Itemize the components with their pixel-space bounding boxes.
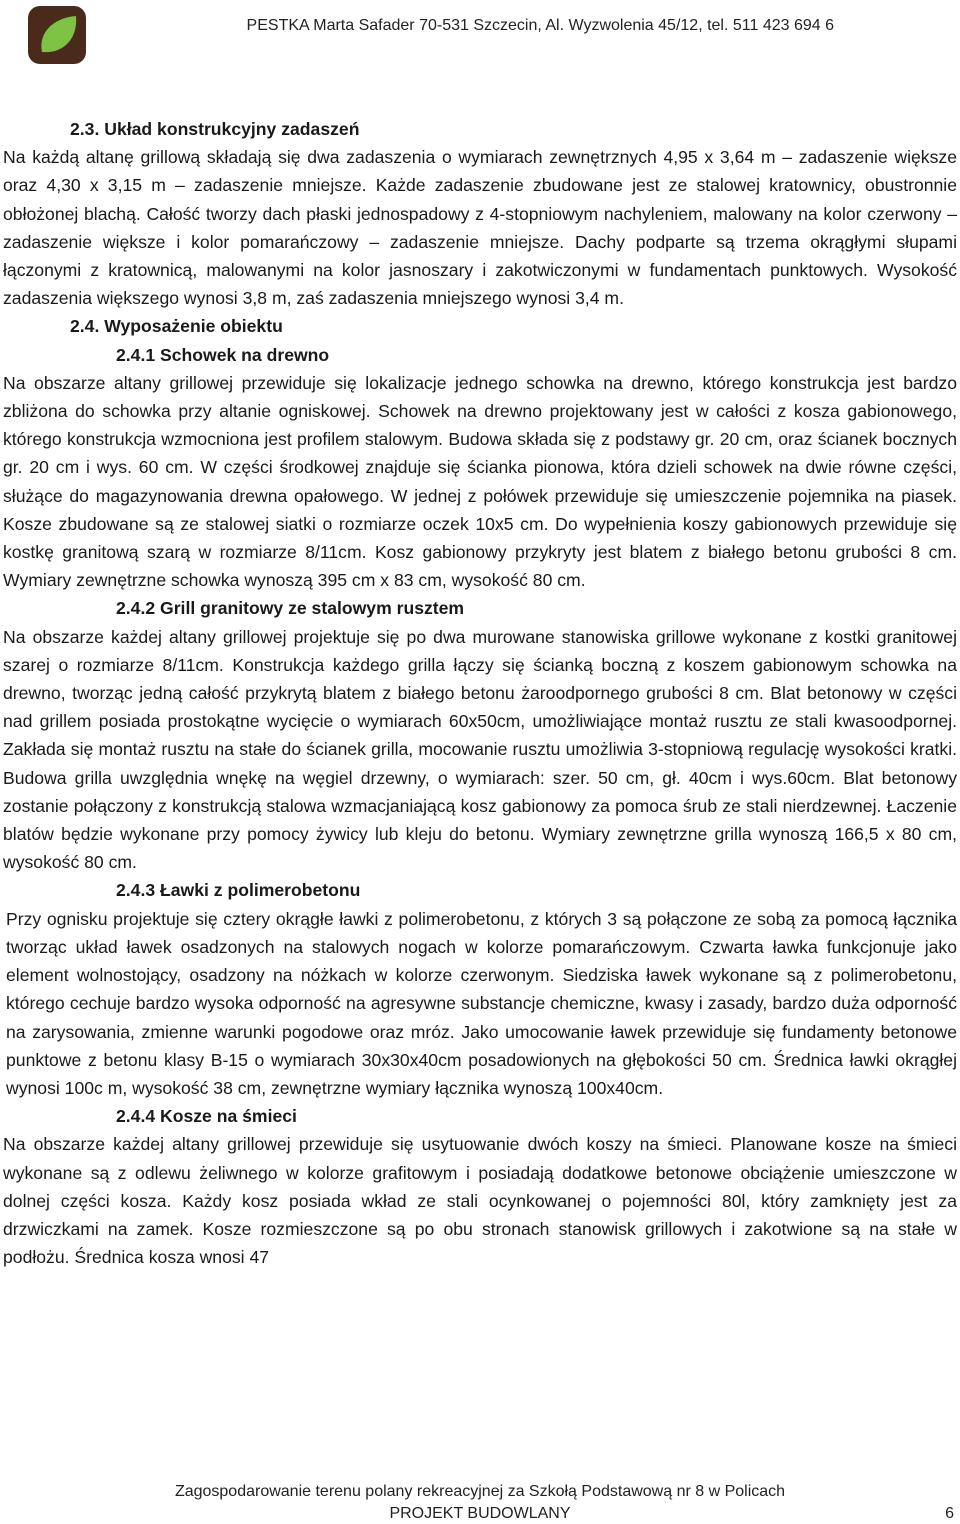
section-heading: 2.4.3 Ławki z polimerobetonu	[116, 880, 361, 901]
body-paragraph: Na każdą altanę grillową składają się dwa zadaszenia o wymiarach zewnętrznych 4,95 x 3,64 m – zadaszenie większe oraz 4,30 x 3,15 m – zadaszenie mniejsze. Każde zadaszenie zbudowane jest ze stalowej kratownicy, obustronnie obłożonej blachą. Całość tworzy dach płaski jednospadowy z 4-stopniowym nachyleniem, malowany na kolor czerwony – zadaszenie większe i kolor pomarańczowy – zadaszenie mniejsze. Dachy podparte są trzema okrągłymi słupami łączonymi z kratownicą, malowanymi na kolor jasnoszary i zakotwiczonymi w fundamentach punktowych. Wysokość zadaszenia większego wynosi 3,8 m, zaś zadaszenia mniejszego wynosi 3,4 m.	[3, 147, 957, 309]
section-heading: 2.4. Wyposażenie obiektu	[70, 316, 283, 337]
section-heading: 2.4.4 Kosze na śmieci	[116, 1106, 297, 1127]
page-footer	[0, 1480, 960, 1524]
body-paragraph: Na obszarze każdej altany grillowej projektuje się po dwa murowane stanowiska grillowe wykonane z kostki granitowej szarej o rozmiarze 8/11cm. Konstrukcja każdego grilla łączy się ścianką boczną z koszem gabionowym schowka na drewno, tworząc jedną całość przykrytą blatem z białego betonu żaroodpornego grubości 8 cm. Blat betonowy w części nad grillem posiada prostokątne wycięcie o wymiarach 60x50cm, umożliwiające montaż rusztu ze stali kwasoodpornej. Zakłada się montaż rusztu na stałe do ścianek grilla, mocowanie rusztu umożliwia 3-stopniową regulację wysokości kratki. Budowa grilla uwzględnia wnękę na węgiel drzewny, o wymiarach: szer. 50 cm, gł. 40cm i wys.60cm. Blat betonowy zostanie połączony z konstrukcją stalowa wzmacjaniającą kosz gabionowy za pomoca śrub ze stali nierdzewnej. Łaczenie blatów będzie wykonane przy pomocy żywicy lub kleju do betonu. Wymiary zewnętrzne grilla wynoszą 166,5 x 80 cm, wysokość 80 cm.	[3, 626, 957, 873]
section-heading: 2.4.2 Grill granitowy ze stalowym rusztem	[116, 598, 465, 619]
page-header	[0, 0, 960, 70]
leaf-logo-icon	[28, 6, 86, 64]
body-paragraph: Na obszarze altany grillowej przewiduje się lokalizacje jednego schowka na drewno, którego konstrukcja jest bardzo zbliżona do schowka przy altanie ogniskowej. Schowek na drewno projektowany jest w całości z kosza gabionowego, którego konstrukcja wzmocniona jest profilem stalowym. Budowa składa się z podstawy gr. 20 cm, oraz ścianek bocznych gr. 20 cm i wys. 60 cm. W części środkowej znajduje się ścianka pionowa, która dzieli schowek na dwie równe części, służące do magazynowania drewna opałowego. W jednej z połówek przewiduje się umieszczenie pojemnika na piasek. Kosze zbudowane są ze stalowej siatki o rozmiarze oczek 10x5 cm. Do wypełnienia koszy gabionowych przewiduje się kostkę granitową szarą w rozmiarze 8/11cm. Kosz gabionowy przykryty jest blatem z białego betonu grubości 8 cm. Wymiary zewnętrzne schowka wynoszą 395 cm x 83 cm, wysokość 80 cm.	[3, 372, 957, 591]
document-body	[3, 115, 957, 1271]
header-company-info: PESTKA Marta Safader 70-531 Szczecin, Al. Wyzwolenia 45/12, tel. 511 423 694 6	[246, 17, 834, 34]
body-paragraph: Przy ognisku projektuje się cztery okrągłe ławki z polimerobetonu, z których 3 są połączone ze sobą za pomocą łącznika tworząc układ ławek osadzonych na stalowych nogach w kolorze pomarańczowym. Czwarta ławka funkcjonuje jako element wolnostojący, osadzony na nóżkach w kolorze czerwonym. Siedziska ławek wykonane są z polimerobetonu, którego cechuje bardzo wysoka odporność na agresywne substancje chemiczne, kwasy i zasady, bardzo duża odporność na zarysowania, zmienne warunki pogodowe oraz mróz. Jako umocowanie ławek przewiduje się fundamenty betonowe punktowe z betonu klasy B-15 o wymiarach 30x30x40cm posadowionych na głębokości 50 cm. Średnica ławki okrągłej wynosi 100c m, wysokość 38 cm, zewnętrzne wymiary łącznika wynoszą 100x40cm.	[6, 908, 957, 1098]
section-heading: 2.4.1 Schowek na drewno	[116, 344, 330, 365]
footer-project-type: PROJEKT BUDOWLANY	[389, 1505, 571, 1522]
footer-project-title: Zagospodarowanie terenu polany rekreacyjnej za Szkołą Podstawową nr 8 w Policach	[174, 1483, 786, 1500]
body-paragraph: Na obszarze każdej altany grillowej przewiduje się usytuowanie dwóch koszy na śmieci. Planowane kosze na śmieci wykonane są z odlewu żeliwnego w kolorze grafitowym i posiadają dodatkowe betonowe obciążenie umieszczone w dolnej części kosza. Każdy kosz posiada wkład ze stali ocynkowanej o pojemności 80l, który zamknięty jest za drzwiczkami na zamek. Kosze rozmieszczone są po obu stronach stanowisk grillowych i zakotwione są na stałe w podłożu. Średnica kosza wnosi 47	[3, 1134, 957, 1268]
section-heading: 2.3. Układ konstrukcyjny zadaszeń	[70, 119, 360, 139]
page-number: 6	[945, 1505, 954, 1522]
